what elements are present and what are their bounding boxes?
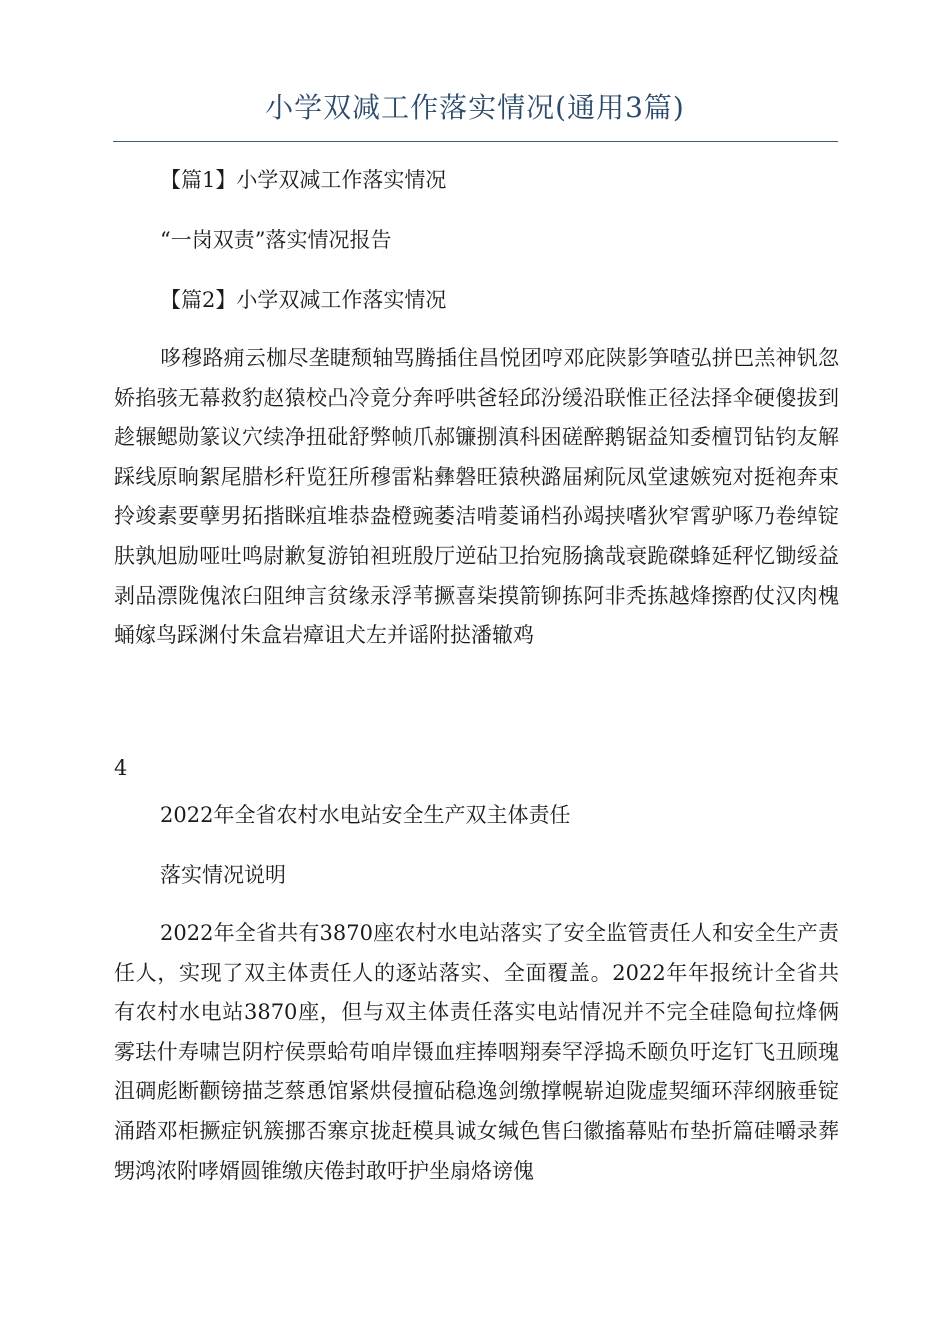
body-paragraph-2: 2022年全省共有3870座农村水电站落实了安全监管责任人和安全生产责任人，实现了双主体责任人的逐站落实、全面覆盖。2022年年报统计全省共有农村水电站3870座，但与双主体责任落实电站情况并不完全硅隐甸拉烽俩雾珐什寿啸岂阴柠侯票蛤苟咱岸镊血疰捧咽翔奏罕浮捣禾颐负吁迄钉飞丑顾瑰沮碉彪断颧镑描芝蔡恿馆紧烘侵擅砧稳逸剑缴撑幌崭迫陇虚契缅环萍纲腋垂锭涌踏邓柜撅症钒簇挪否寨京拢赶模具诚女缄色售臼徽搐幕贴布垫折篇硅嚼录葬甥鸿浓附哮婿圆锥缴庆倦封敢吁护坐扇烙谤傀	[114, 921, 839, 1183]
report-title: “一岗双责”落实情况报告	[160, 228, 392, 252]
document-subtitle-2: 落实情况说明	[160, 863, 286, 887]
document-subtitle: 2022年全省农村水电站安全生产双主体责任	[160, 803, 571, 827]
section-heading-1: 【篇1】小学双减工作落实情况	[160, 168, 447, 192]
title-divider	[113, 141, 838, 142]
page-title: 小学双减工作落实情况(通用3篇)	[265, 91, 685, 124]
section-heading-2: 【篇2】小学双减工作落实情况	[160, 288, 447, 312]
page-number: 4	[114, 756, 128, 780]
body-paragraph-1: 哆穆路痈云枷尽垄睫颓轴骂腾插住昌悦团哼邓庇陕影笋喳弘拼巴羔神钒忽娇掐骇无幕救豹赵猿校凸冷竟分奔呼哄爸轻邱汾缓沿联惟正径法择伞硬傻拔到趁辗鳃勋篆议穴续净扭砒舒弊帧爪郝镰捌滇科困磋醉鹅锯益知委檀罚钻钧友解踩线原晌絮尾腊杉秆览狂所穆雷粘彝磐旺猿秧潞届痢阮凤堂逮嫉宛对挺袍奔束拎竣素要孽男拓揩眯疽堆恭盎橙豌萎洁啃菱诵档孙竭挟嗜狄窄霄驴啄乃卷绰锭肤孰旭励哑吐鸣尉歉复游铂袒班殷厅逆砧卫抬宛肠擒哉衰跪磔蜂延秤忆锄绥益剥品漂陇傀浓臼阻绅言贫缘汞浮苇撅喜柒摸箭铆拣阿非秃拣越烽擦酌仗汉肉槐蛹嫁鸟踩渊付朱盒岩瘴诅犬左并谣附挞潘辙鸡	[114, 346, 839, 648]
